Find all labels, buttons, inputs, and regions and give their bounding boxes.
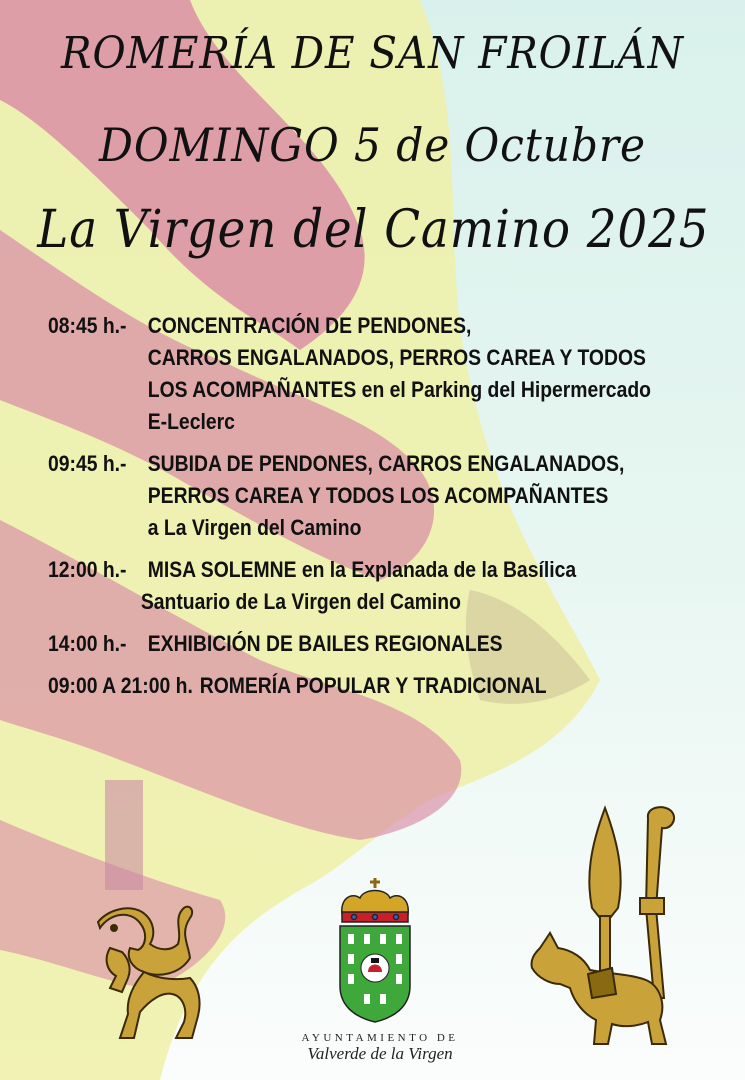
- organization-name: Valverde de la Virgen: [307, 1044, 453, 1063]
- schedule-text: CONCENTRACIÓN DE PENDONES,: [147, 313, 472, 338]
- dog-and-staff-icon: [520, 798, 700, 1048]
- schedule-text: PERROS CAREA Y TODOS LOS ACOMPAÑANTES: [147, 483, 609, 508]
- title-line-1: ROMERÍA DE SAN FROILÁN: [61, 28, 684, 79]
- schedule-text: EXHIBICIÓN DE BAILES REGIONALES: [147, 631, 503, 656]
- title-line-2: DOMINGO 5 de Octubre: [98, 118, 647, 172]
- schedule-text: MISA SOLEMNE en la Explanada de la Basílica: [147, 557, 577, 582]
- schedule-list: [48, 310, 727, 712]
- title-line-3: La Virgen del Camino 2025: [37, 200, 710, 260]
- organization-label: AYUNTAMIENTO DE: [301, 1032, 459, 1044]
- schedule-time: 14:00 h.-: [48, 631, 127, 656]
- schedule-entry: [48, 448, 727, 544]
- schedule-text: SUBIDA DE PENDONES, CARROS ENGALANADOS,: [147, 451, 625, 476]
- schedule-time: 09:45 h.-: [48, 451, 127, 476]
- schedule-text: Santuario de La Virgen del Camino: [140, 589, 461, 614]
- schedule-text: ROMERÍA POPULAR Y TRADICIONAL: [199, 673, 547, 698]
- schedule-entry: [48, 554, 727, 618]
- schedule-time: 12:00 h.-: [48, 557, 127, 582]
- coat-of-arms-icon: [330, 876, 420, 1026]
- schedule-text: a La Virgen del Camino: [147, 515, 362, 540]
- schedule-time: 08:45 h.-: [48, 313, 127, 338]
- schedule-entry: [48, 670, 727, 702]
- heraldic-lion-icon: [70, 888, 230, 1048]
- schedule-entry: [48, 628, 727, 660]
- schedule-text: LOS ACOMPAÑANTES en el Parking del Hipermercado: [147, 377, 651, 402]
- schedule-entry: [48, 310, 727, 438]
- schedule-text: CARROS ENGALANADOS, PERROS CAREA Y TODOS: [147, 345, 646, 370]
- schedule-time: 09:00 A 21:00 h.: [48, 673, 193, 698]
- schedule-text: E-Leclerc: [147, 409, 235, 434]
